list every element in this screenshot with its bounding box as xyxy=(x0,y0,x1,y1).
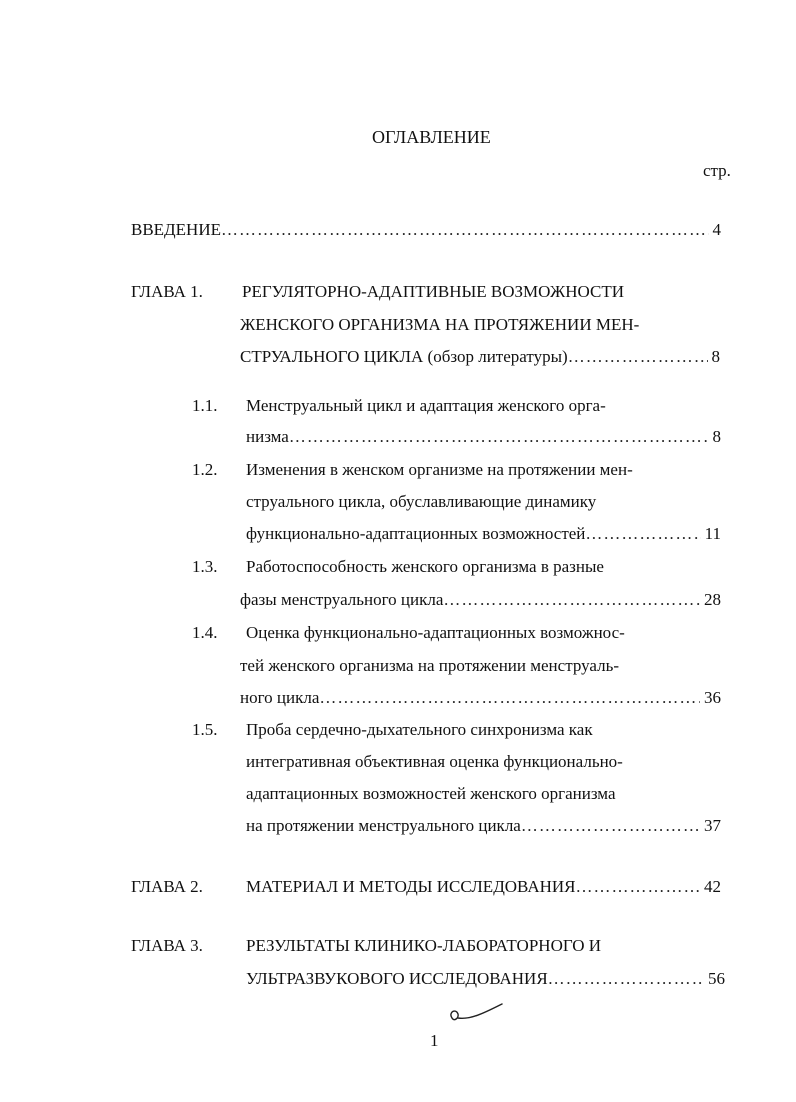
section-number: 1.5. xyxy=(192,720,218,739)
section-title-line: интегративная объективная оценка функционально- xyxy=(246,752,623,771)
chapter-number: ГЛАВА 1. xyxy=(131,282,203,301)
toc-entry-page: 4 xyxy=(712,220,721,239)
section-number: 1.4. xyxy=(192,623,218,642)
toc-entry-page: 8 xyxy=(711,347,720,366)
section-title-line: на протяжении менструального цикла xyxy=(246,816,521,835)
section-number: 1.3. xyxy=(192,557,218,576)
section-title-line: фазы менструального цикла xyxy=(240,590,444,609)
toc-entry-section-1-4[interactable] xyxy=(240,687,721,709)
toc-entry-page: 42 xyxy=(704,877,721,896)
toc-entry-page: 36 xyxy=(704,688,721,707)
toc-entry-section-1-1[interactable] xyxy=(246,426,721,448)
section-number: 1.2. xyxy=(192,460,218,479)
section-title-line: ного цикла xyxy=(240,688,320,707)
toc-entry-section-1-5[interactable] xyxy=(246,815,721,837)
section-title-line: Работоспособность женского организма в разные xyxy=(246,557,604,576)
toc-entry-page: 37 xyxy=(704,816,721,835)
section-title-line: адаптационных возможностей женского организма xyxy=(246,784,616,803)
section-title-line: Изменения в женском организме на протяжении мен- xyxy=(246,460,633,479)
toc-entry-chapter-3[interactable] xyxy=(246,968,725,990)
chapter-title-line: МАТЕРИАЛ И МЕТОДЫ ИССЛЕДОВАНИЯ xyxy=(246,877,576,896)
page-column-label: стр. xyxy=(703,161,731,180)
chapter-title-line: ЖЕНСКОГО ОРГАНИЗМА НА ПРОТЯЖЕНИИ МЕН- xyxy=(240,315,640,334)
toc-entry-page: 56 xyxy=(708,969,725,988)
toc-entry-section-1-3[interactable] xyxy=(240,589,721,611)
toc-entry-chapter-2[interactable] xyxy=(246,876,721,898)
chapter-number: ГЛАВА 2. xyxy=(131,877,203,896)
section-title-line: функционально-адаптационных возможностей xyxy=(246,524,586,543)
toc-entry-intro[interactable] xyxy=(131,219,721,241)
chapter-number: ГЛАВА 3. xyxy=(131,936,203,955)
section-title-line: Оценка функционально-адаптационных возможнос- xyxy=(246,623,625,642)
toc-entry-chapter-1[interactable] xyxy=(240,346,720,368)
section-number: 1.1. xyxy=(192,396,218,415)
toc-entry-page: 8 xyxy=(712,427,721,446)
signature-mark xyxy=(446,1000,506,1030)
section-title-line: низма xyxy=(246,427,289,446)
toc-entry-label: ВВЕДЕНИЕ xyxy=(131,220,221,239)
toc-entry-section-1-2[interactable] xyxy=(246,523,721,545)
section-title-line: тей женского организма на протяжении менструаль- xyxy=(240,656,619,675)
toc-entry-page: 11 xyxy=(704,524,721,543)
toc-title: ОГЛАВЛЕНИЕ xyxy=(372,127,491,147)
chapter-title-line: СТРУАЛЬНОГО ЦИКЛА (обзор литературы) xyxy=(240,347,568,366)
chapter-title-line: РЕЗУЛЬТАТЫ КЛИНИКО-ЛАБОРАТОРНОГО И xyxy=(246,936,602,955)
chapter-title-line: РЕГУЛЯТОРНО-АДАПТИВНЫЕ ВОЗМОЖНОСТИ xyxy=(242,282,625,301)
page-number: 1 xyxy=(430,1031,439,1050)
section-title-line: струального цикла, обуславливающие динамику xyxy=(246,492,597,511)
chapter-title-line: УЛЬТРАЗВУКОВОГО ИССЛЕДОВАНИЯ xyxy=(246,969,548,988)
section-title-line: Проба сердечно-дыхательного синхронизма как xyxy=(246,720,593,739)
section-title-line: Менструальный цикл и адаптация женского орга- xyxy=(246,396,606,415)
toc-entry-page: 28 xyxy=(704,590,721,609)
